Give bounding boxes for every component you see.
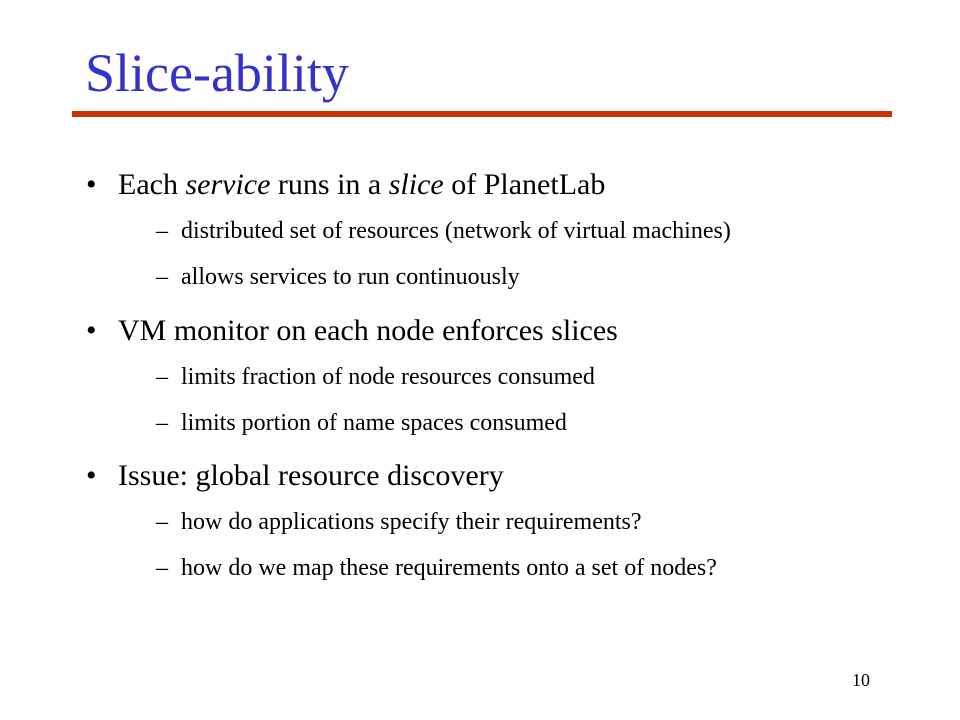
sub-bullet-dash: –: [156, 555, 168, 581]
sub-bullet-text: how do we map these requirements onto a set of nodes?: [181, 555, 717, 581]
sub-bullet-item: [156, 408, 567, 438]
bullet-dot: •: [86, 168, 97, 201]
bullet-text-emphasis: service: [185, 168, 271, 201]
bullet-dot: •: [86, 459, 97, 492]
title-underline: [72, 111, 892, 117]
bullet-text-segment: Each: [118, 168, 186, 201]
sub-bullet-item: [156, 507, 642, 537]
sub-bullet-item: [156, 216, 731, 246]
bullet-text-segment: of PlanetLab: [443, 168, 606, 201]
slide-title: Slice-ability: [85, 43, 349, 103]
bullet-text-segment: runs in a: [270, 168, 389, 201]
bullet-item: [86, 458, 504, 494]
bullet-dot: •: [86, 314, 97, 347]
sub-bullet-dash: –: [156, 509, 168, 535]
sub-bullet-dash: –: [156, 264, 168, 290]
sub-bullet-item: [156, 553, 717, 583]
sub-bullet-text: limits portion of name spaces consumed: [181, 410, 567, 436]
sub-bullet-text: allows services to run continuously: [181, 264, 520, 290]
sub-bullet-dash: –: [156, 218, 168, 244]
sub-bullet-text: how do applications specify their requirements?: [181, 509, 642, 535]
bullet-text: Issue: global resource discovery: [118, 459, 504, 492]
sub-bullet-dash: –: [156, 410, 168, 436]
bullet-item: [86, 313, 618, 349]
sub-bullet-dash: –: [156, 364, 168, 390]
bullet-text-emphasis: slice: [388, 168, 444, 201]
sub-bullet-item: [156, 262, 520, 292]
page-number: 10: [852, 670, 870, 690]
sub-bullet-text: distributed set of resources (network of virtual machines): [181, 218, 731, 244]
bullet-item: [86, 167, 605, 203]
sub-bullet-text: limits fraction of node resources consumed: [181, 364, 595, 390]
sub-bullet-item: [156, 362, 595, 392]
bullet-text: VM monitor on each node enforces slices: [118, 314, 618, 347]
bullet-text: [118, 168, 605, 201]
